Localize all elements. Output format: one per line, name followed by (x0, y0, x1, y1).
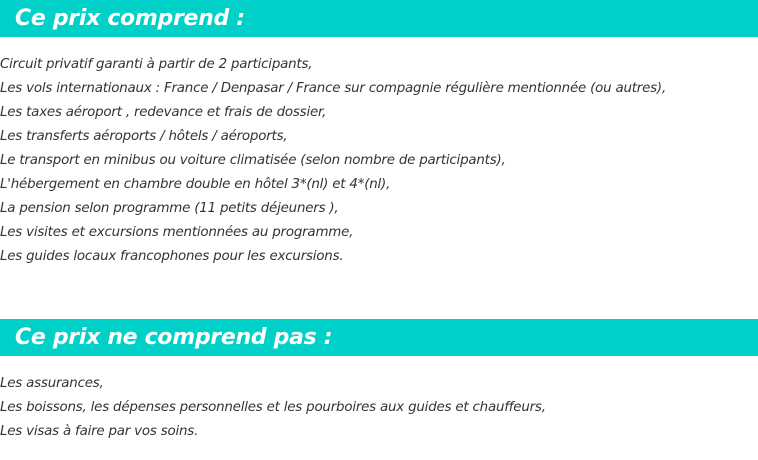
included-item: Les visites et excursions mentionnées au programme, (0, 225, 354, 240)
included-item: Les taxes aéroport , redevance et frais de dossier, (0, 105, 327, 120)
excluded-item: Les boissons, les dépenses personnelles et les pourboires aux guides et chauffeurs, (0, 400, 546, 415)
included-item: Circuit privatif garanti à partir de 2 participants, (0, 57, 313, 72)
excluded-item: Les visas à faire par vos soins. (0, 424, 199, 439)
included-item: Les vols internationaux : France / Denpasar / France sur compagnie régulière mentionnée (ou autres), (0, 81, 667, 96)
excluded-section (0, 319, 758, 444)
included-title: Ce prix comprend : (15, 6, 245, 31)
excluded-header (0, 319, 758, 356)
included-item: Le transport en minibus ou voiture climatisée (selon nombre de participants), (0, 153, 506, 168)
included-item: Les transferts aéroports / hôtels / aéroports, (0, 129, 288, 144)
included-item: L'hébergement en chambre double en hôtel 3*(nl) et 4*(nl), (0, 177, 391, 192)
included-header (0, 0, 758, 37)
excluded-title: Ce prix ne comprend pas : (15, 325, 333, 350)
excluded-item: Les assurances, (0, 376, 104, 391)
included-item: La pension selon programme (11 petits déjeuners ), (0, 201, 339, 216)
excluded-list (0, 372, 758, 444)
included-list (0, 53, 758, 269)
included-item: Les guides locaux francophones pour les excursions. (0, 249, 344, 264)
